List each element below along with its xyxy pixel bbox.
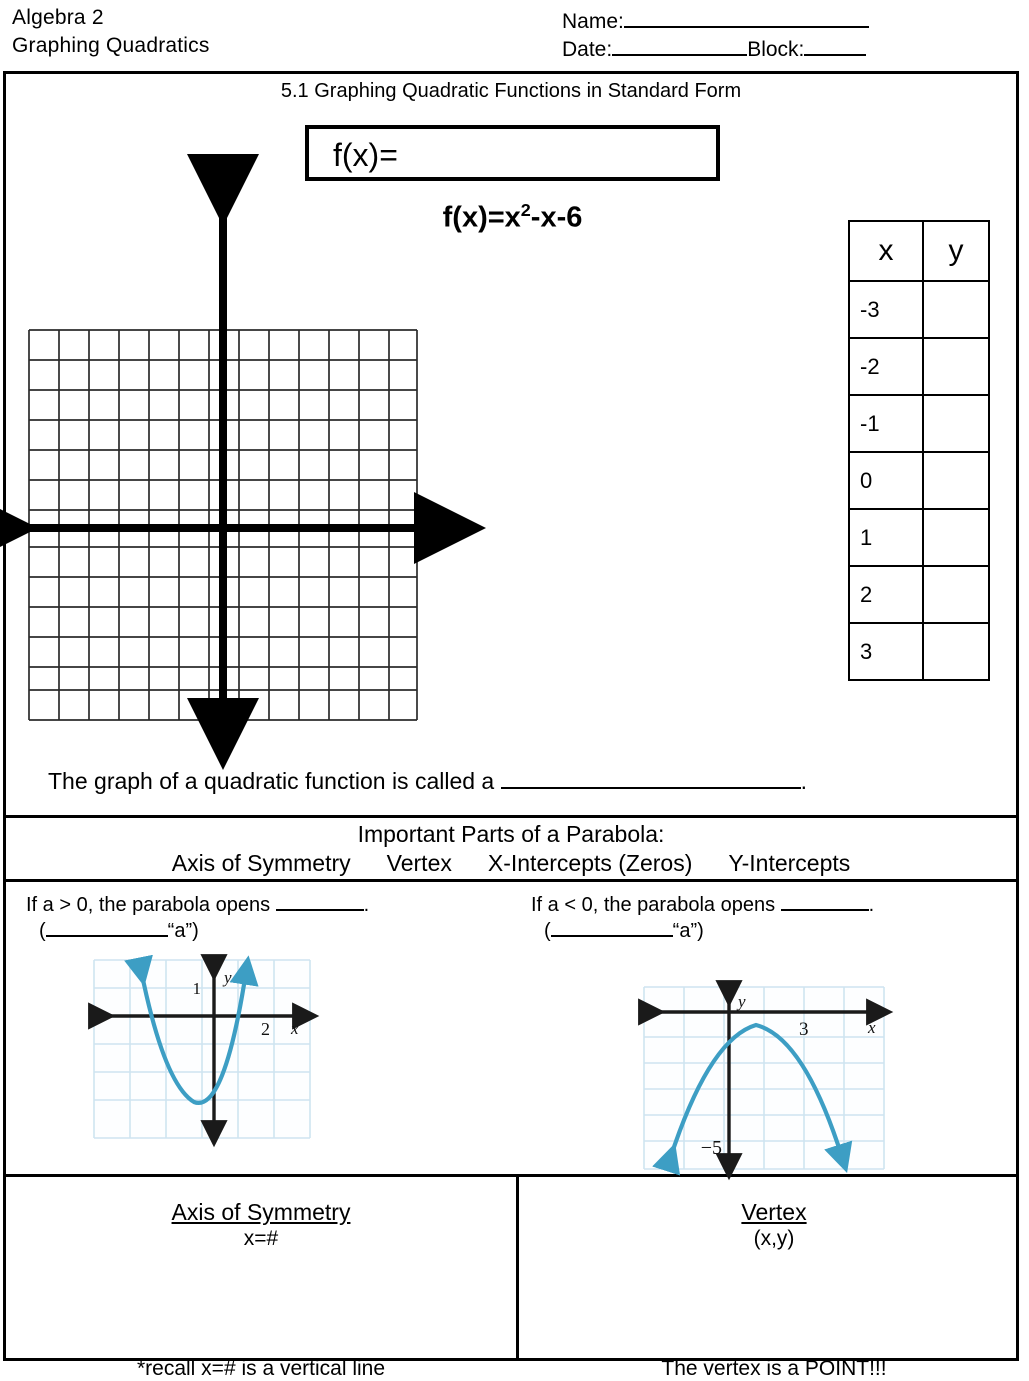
block-label: Block: — [747, 37, 805, 61]
function-entry-box[interactable] — [305, 125, 720, 181]
equation-prefix: f(x)=x — [442, 201, 521, 234]
negative-a-blank[interactable] — [781, 890, 869, 911]
date-input-blank[interactable] — [612, 34, 747, 56]
negative-a-paren-close: “a”) — [672, 920, 704, 942]
table-row — [849, 452, 989, 509]
positive-a-subnote — [39, 916, 199, 943]
cell-x: 1 — [849, 509, 923, 566]
unit-subtitle: Graphing Quadratics — [12, 34, 210, 57]
called-a-period: . — [800, 767, 808, 794]
positive-a-paren-close: “a”) — [167, 920, 199, 942]
table-row — [849, 281, 989, 338]
equation-suffix: -x-6 — [530, 201, 583, 234]
called-a-text: The graph of a quadratic function is called a — [48, 767, 495, 794]
date-label: Date: — [562, 37, 613, 61]
cell-x: 0 — [849, 452, 923, 509]
x-tick-label-2: 2 — [261, 1019, 270, 1039]
part-x-intercepts: X-Intercepts (Zeros) — [487, 850, 693, 876]
definitions-section — [6, 1177, 1016, 1380]
x-axis-label: x — [868, 1018, 876, 1037]
part-axis-of-symmetry: Axis of Symmetry — [171, 850, 351, 876]
header-cell-y: y — [923, 221, 989, 281]
negative-a-sentence — [531, 890, 874, 917]
table-row — [849, 338, 989, 395]
cell-x: 2 — [849, 566, 923, 623]
name-input-blank[interactable] — [624, 6, 869, 28]
x-axis-label: x — [291, 1019, 299, 1038]
positive-a-descriptor-blank[interactable] — [46, 916, 168, 937]
downward-parabola-graph — [634, 979, 894, 1182]
cell-y[interactable] — [923, 281, 989, 338]
negative-a-descriptor-blank[interactable] — [551, 916, 673, 937]
y-axis-label: y — [738, 992, 746, 1011]
graph-section — [6, 74, 1016, 747]
negative-a-period: . — [868, 894, 875, 916]
important-parts-list — [6, 850, 1016, 877]
cell-x: 3 — [849, 623, 923, 680]
part-vertex: Vertex — [386, 850, 452, 876]
part-y-intercepts: Y-Intercepts — [728, 850, 851, 876]
vertex-note: The vertex is a POINT!!! — [661, 1357, 887, 1380]
cell-y[interactable] — [923, 566, 989, 623]
positive-a-paren-open: ( — [39, 920, 46, 942]
date-block-field-row — [562, 34, 866, 62]
negative-a-paren-open: ( — [544, 920, 551, 942]
name-label: Name: — [562, 9, 624, 33]
cell-y[interactable] — [923, 509, 989, 566]
table-row — [849, 623, 989, 680]
definition-fill-in-section — [6, 747, 1016, 818]
parabola-direction-section — [6, 882, 1016, 1177]
y-axis-label: y — [224, 968, 232, 987]
positive-a-column — [6, 882, 511, 1177]
axis-of-symmetry-note: *recall x=# is a vertical line — [136, 1357, 386, 1380]
main-content-box — [3, 71, 1019, 1380]
cell-y[interactable] — [923, 452, 989, 509]
cell-y[interactable] — [923, 623, 989, 680]
x-tick-label-3: 3 — [799, 1019, 809, 1040]
upward-parabola-graph — [86, 954, 318, 1149]
equation-exponent: 2 — [520, 200, 531, 220]
table-row — [849, 509, 989, 566]
lesson-title: 5.1 Graphing Quadratic Functions in Standard Form — [280, 80, 742, 102]
block-input-blank[interactable] — [804, 34, 866, 56]
coordinate-grid[interactable] — [6, 204, 446, 714]
called-a-blank[interactable] — [501, 765, 801, 789]
cell-x: -3 — [849, 281, 923, 338]
vertex-form: (x,y) — [753, 1227, 795, 1250]
worksheet-header — [0, 0, 1024, 68]
called-a-sentence — [48, 765, 807, 795]
y-tick-label-1: 1 — [192, 979, 201, 998]
cell-y[interactable] — [923, 395, 989, 452]
vertex-column — [519, 1177, 1029, 1380]
xy-value-table — [848, 220, 990, 681]
course-title: Algebra 2 — [12, 6, 104, 29]
vertex-heading: Vertex — [741, 1199, 807, 1225]
negative-a-column — [511, 882, 1016, 1177]
table-header-row — [849, 221, 989, 281]
important-parts-title: Important Parts of a Parabola: — [357, 821, 665, 847]
cell-x: -1 — [849, 395, 923, 452]
table-row — [849, 395, 989, 452]
important-parts-section — [6, 818, 1016, 882]
name-field-row — [562, 6, 869, 34]
negative-a-subnote — [544, 916, 704, 943]
y-tick-label-neg5: −5 — [700, 1137, 722, 1159]
cell-x: -2 — [849, 338, 923, 395]
axis-of-symmetry-form: x=# — [243, 1227, 279, 1250]
positive-a-text: If a > 0, the parabola opens — [26, 894, 271, 916]
negative-a-text: If a < 0, the parabola opens — [531, 894, 776, 916]
axis-of-symmetry-column — [6, 1177, 516, 1380]
header-cell-x: x — [849, 221, 923, 281]
table-row — [849, 566, 989, 623]
positive-a-blank[interactable] — [276, 890, 364, 911]
positive-a-sentence — [26, 890, 369, 917]
cell-y[interactable] — [923, 338, 989, 395]
axis-of-symmetry-heading: Axis of Symmetry — [171, 1199, 351, 1225]
function-entry-label: f(x)= — [333, 137, 398, 173]
positive-a-period: . — [363, 894, 370, 916]
